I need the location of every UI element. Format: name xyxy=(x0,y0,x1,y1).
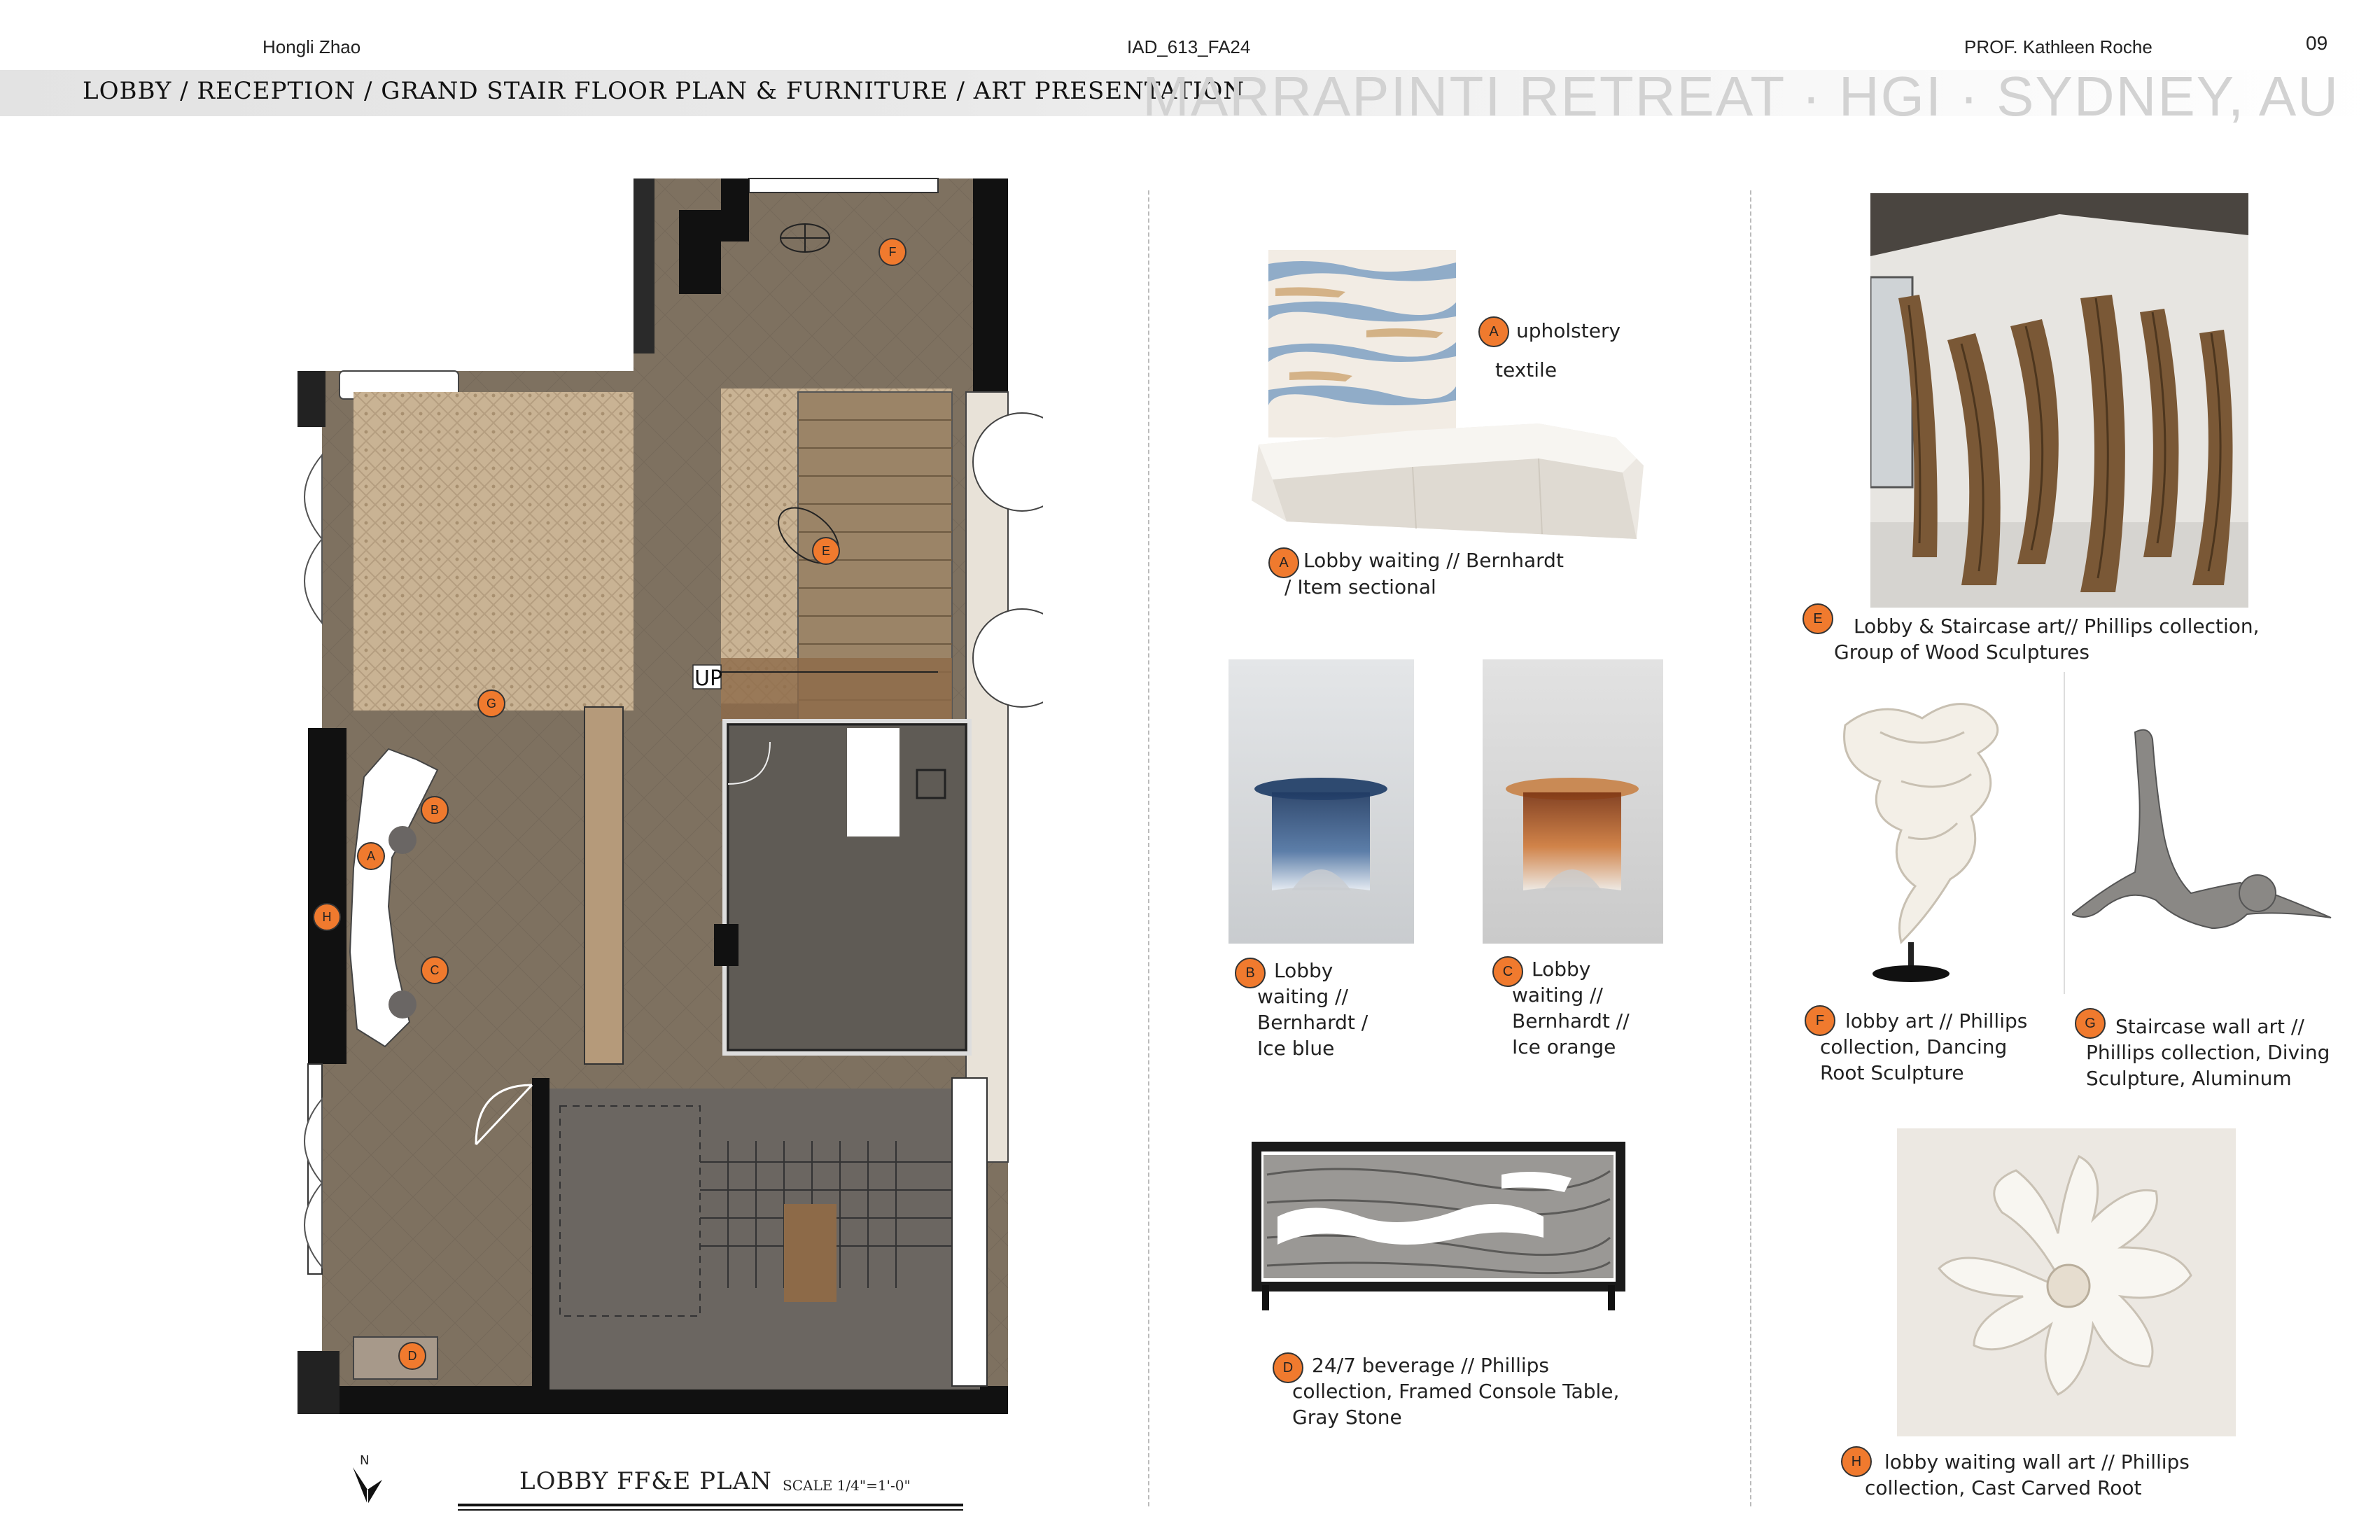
tag-c: C xyxy=(1492,956,1523,987)
professor-name: PROF. Kathleen Roche xyxy=(1964,36,2152,57)
tag-b: B xyxy=(1235,958,1266,988)
caption-b-rest: waiting // Bernhardt / Ice blue xyxy=(1257,985,1368,1060)
tag-a: A xyxy=(1268,547,1299,578)
tag-h: H xyxy=(1841,1446,1872,1477)
caption-g-rest: Phillips collection, Diving Sculpture, Aluminum xyxy=(2086,1041,2330,1090)
column-divider-2 xyxy=(1750,190,1751,1506)
tag-a-textile: A xyxy=(1478,316,1509,347)
caption-a-line2: / Item sectional xyxy=(1284,575,1436,598)
diving-sculpture-image xyxy=(2072,711,2345,963)
course-code: IAD_613_FA24 xyxy=(1127,36,1251,57)
plan-tag-b: B xyxy=(421,796,449,824)
plan-scale: SCALE 1/4"=1'-0" xyxy=(783,1477,911,1494)
dancing-root-sculpture-image xyxy=(1824,690,2027,998)
caption-f-rest: collection, Dancing Root Sculpture xyxy=(1820,1035,2008,1084)
left-door-2 xyxy=(304,1099,322,1183)
wall-bottom xyxy=(308,1386,1008,1414)
up-label: UP xyxy=(694,666,723,691)
north-label: N xyxy=(360,1453,370,1468)
caption-e-line2: Group of Wood Sculptures xyxy=(1834,640,2090,664)
floor-plan xyxy=(266,168,1043,1428)
plan-tag-e: E xyxy=(812,537,840,565)
textile-caption-line1: upholstery xyxy=(1516,319,1621,342)
office-desk xyxy=(847,728,899,836)
plan-tag-a: A xyxy=(357,842,385,870)
plan-title: LOBBY FF&E PLAN xyxy=(519,1467,772,1495)
carpet-main xyxy=(354,392,634,710)
plan-tag-d: D xyxy=(398,1342,426,1370)
caption-c-rest: waiting // Bernhardt // Ice orange xyxy=(1512,983,1630,1058)
sectional-sofa-image xyxy=(1245,410,1651,550)
side-table-blue-image xyxy=(1228,659,1414,944)
caption-a: Lobby waiting // Bernhardt xyxy=(1303,549,1564,572)
tag-f: F xyxy=(1805,1005,1835,1036)
wall-column-top xyxy=(298,371,326,427)
cast-carved-root-image xyxy=(1897,1128,2236,1436)
plan-tag-f: F xyxy=(878,238,906,266)
caption-d-rest: collection, Framed Console Table, Gray Stone xyxy=(1292,1380,1620,1429)
column-divider-1 xyxy=(1148,190,1149,1506)
project-title: MARRAPINTI RETREAT · HGI · SYDNEY, AU xyxy=(1142,65,2339,127)
caption-d: 24/7 beverage // Phillips xyxy=(1312,1354,1550,1377)
plan-tag-g: G xyxy=(477,690,505,718)
caption-h-line2: collection, Cast Carved Root xyxy=(1865,1476,2142,1499)
wall-column-bottom xyxy=(298,1351,340,1414)
tag-g: G xyxy=(2075,1008,2106,1039)
author-name: Hongli Zhao xyxy=(262,36,361,57)
caption-b: Lobby xyxy=(1274,959,1334,982)
tag-e: E xyxy=(1802,603,1833,634)
caption-f: lobby art // Phillips xyxy=(1845,1009,2028,1032)
wall-left-window xyxy=(308,728,346,1064)
caption-g: Staircase wall art // xyxy=(2115,1015,2304,1038)
wall-left-upper xyxy=(634,178,654,354)
tag-d: D xyxy=(1273,1352,1303,1383)
wood-sculptures-image xyxy=(1870,193,2248,608)
caption-c: Lobby xyxy=(1532,958,1591,981)
left-door-1 xyxy=(304,455,322,539)
side-table-orange-image xyxy=(1483,659,1663,944)
north-arrow-icon xyxy=(350,1466,385,1508)
plan-tag-h: H xyxy=(313,903,341,931)
long-console xyxy=(584,707,623,1064)
console-table-image xyxy=(1250,1133,1633,1315)
textile-caption-line2: textile xyxy=(1495,358,1558,382)
caption-e: Lobby & Staircase art// Phillips collection, xyxy=(1854,615,2260,638)
plan-tag-c: C xyxy=(421,956,449,984)
sheet-title: LOBBY / RECEPTION / GRAND STAIR FLOOR PLAN & FURNITURE / ART PRESENTATION xyxy=(83,77,1245,105)
page-number: 09 xyxy=(2306,32,2328,54)
egress-stair xyxy=(539,1088,980,1390)
caption-h: lobby waiting wall art // Phillips xyxy=(1884,1450,2190,1474)
